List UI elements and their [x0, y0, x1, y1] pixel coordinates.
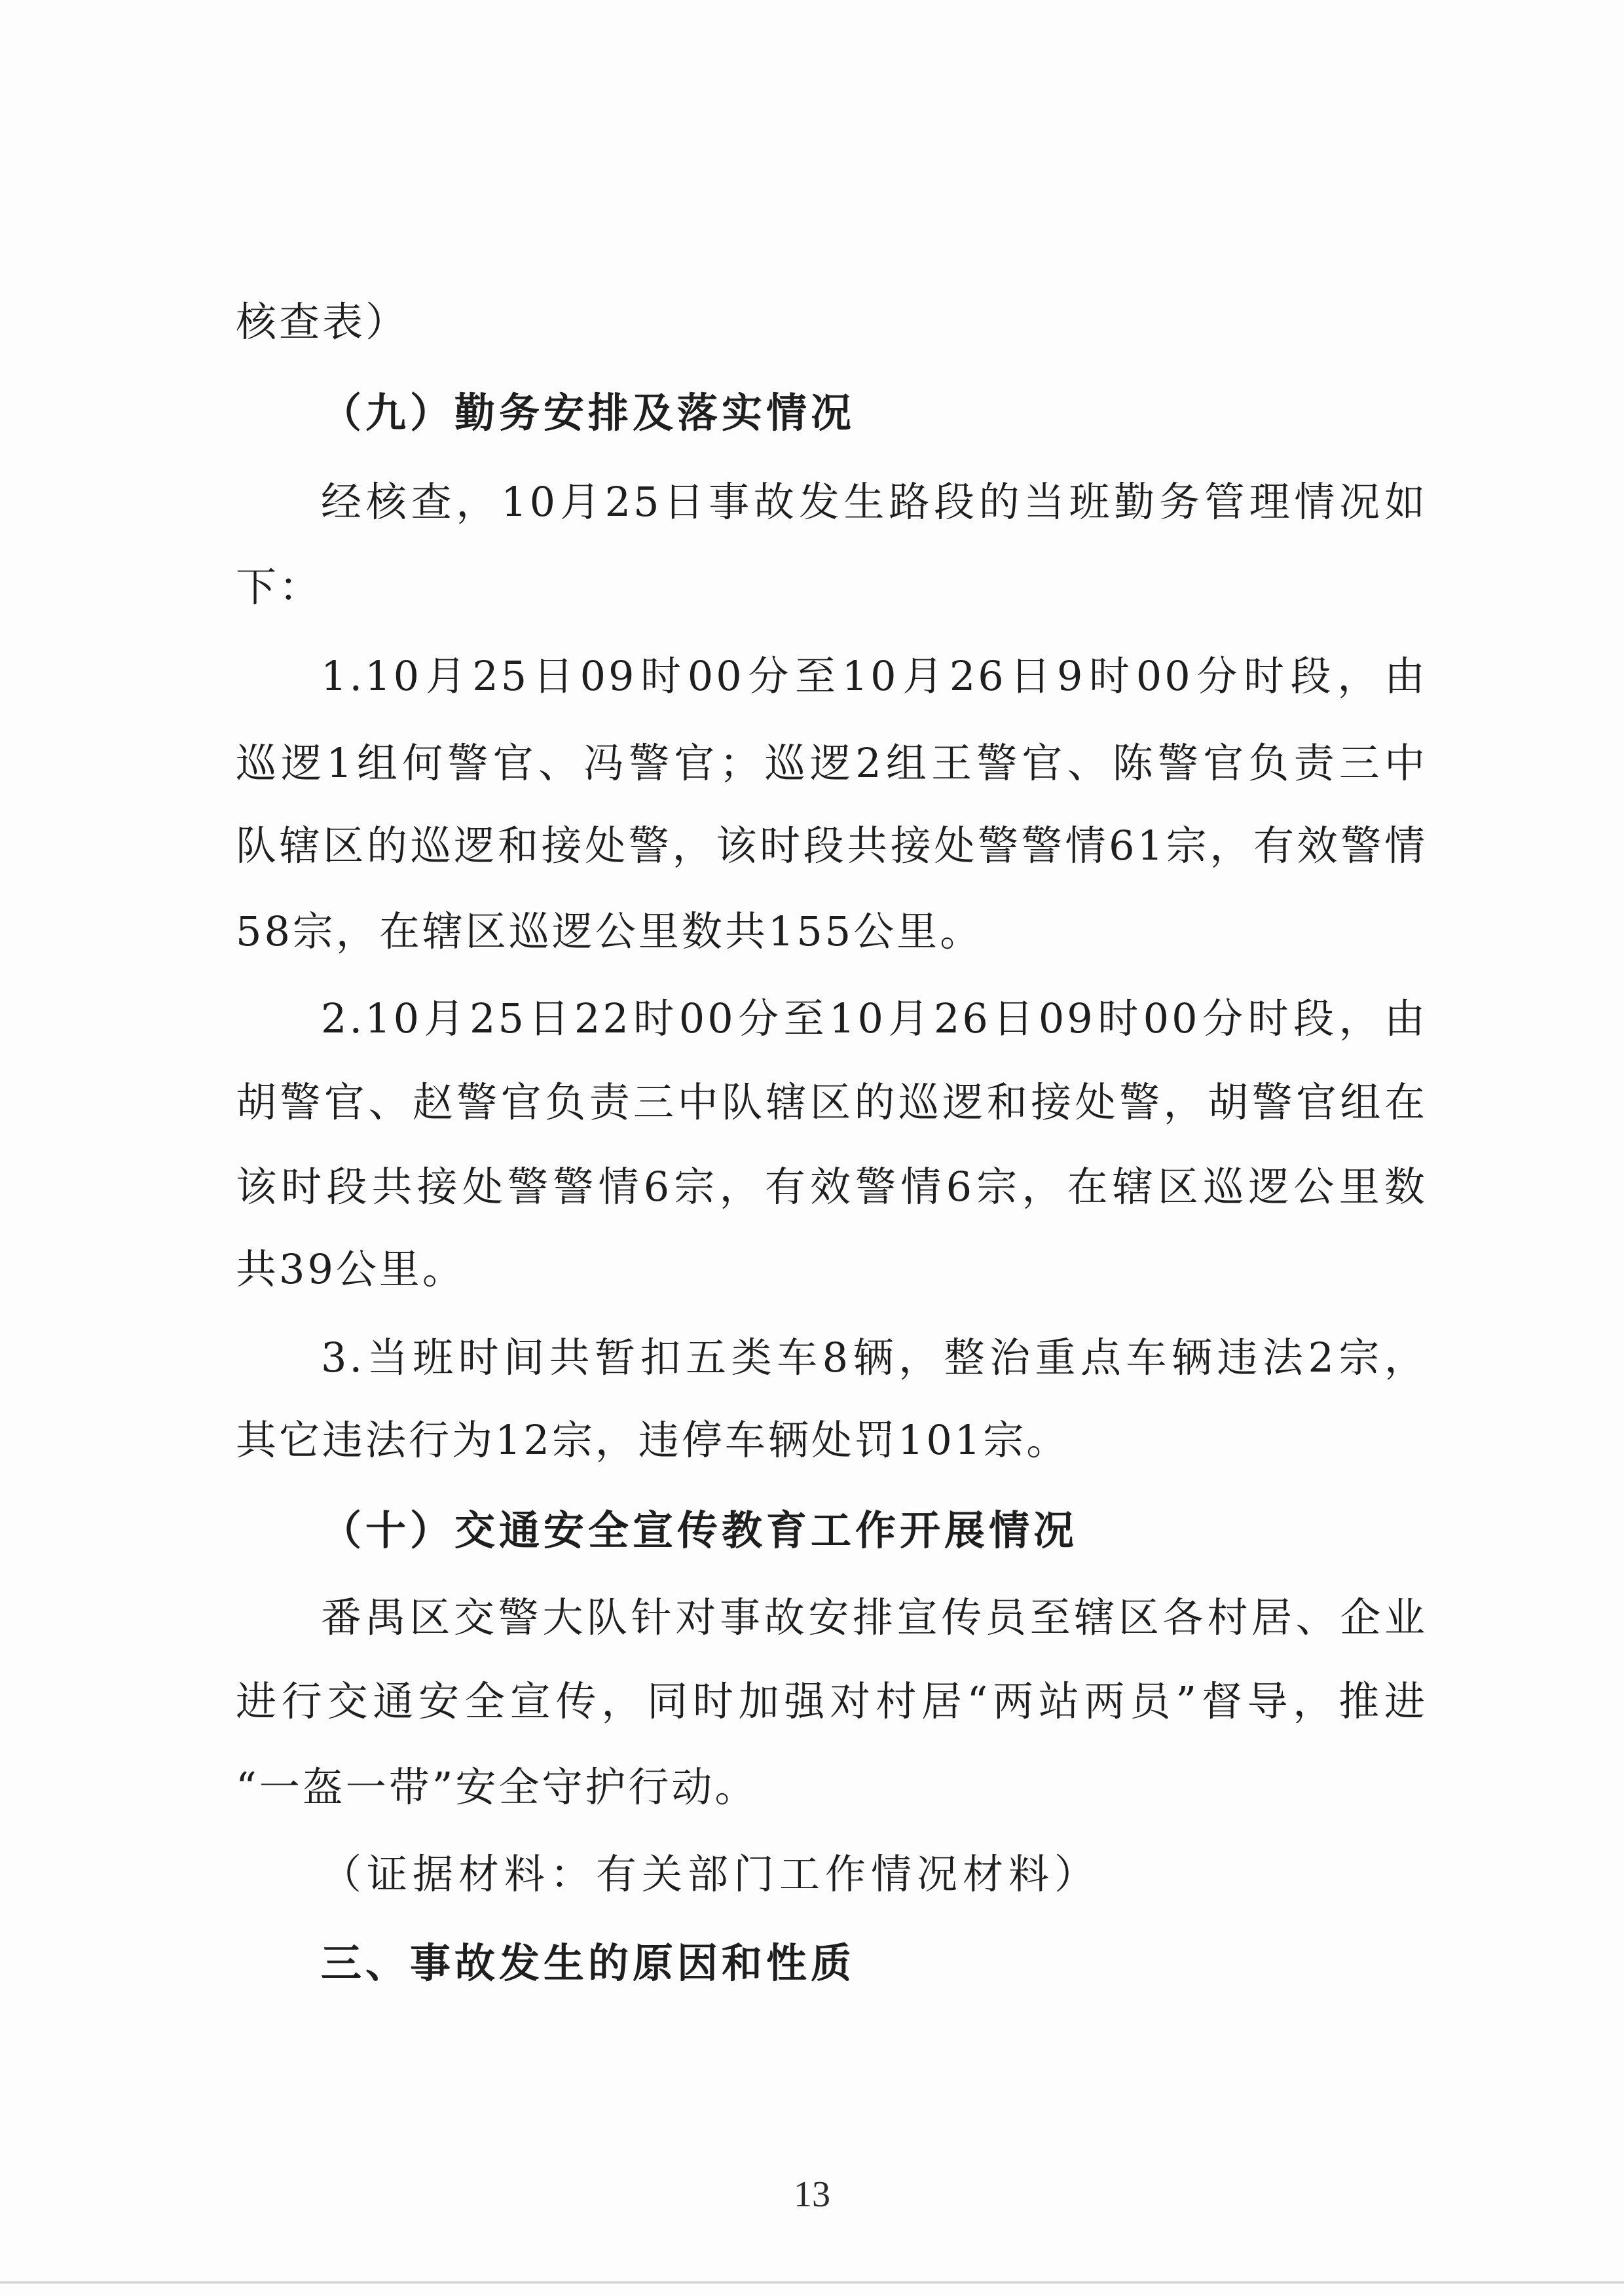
list-item-2-line: 共39公里。 — [236, 1245, 466, 1293]
paragraph-line: 下： — [236, 563, 323, 611]
list-item-2-line: 2.10月25日22时00分至10月26日09时00分时段，由 — [321, 994, 1428, 1042]
list-item-2-line: 胡警官、赵警官负责三中队辖区的巡逻和接处警，胡警官组在 — [236, 1078, 1428, 1126]
page-number: 13 — [794, 2174, 830, 2215]
list-item-3-line: 3.当班时间共暂扣五类车8辆，整治重点车辆违法2宗， — [321, 1334, 1428, 1381]
scan-edge-divider — [0, 2281, 1624, 2284]
section-heading-9: （九）勤务安排及落实情况 — [321, 389, 856, 437]
list-item-1-line: 1.10月25日09时00分至10月26日9时00分时段，由 — [321, 652, 1428, 700]
paragraph-line: 进行交通安全宣传，同时加强对村居“两站两员”督导，推进 — [236, 1677, 1428, 1725]
paragraph-line: 核查表） — [236, 298, 409, 346]
list-item-1-line: 队辖区的巡逻和接处警，该时段共接处警警情61宗，有效警情 — [236, 822, 1428, 869]
paragraph-line: 经核查，10月25日事故发生路段的当班勤务管理情况如 — [321, 478, 1428, 526]
list-item-2-line: 该时段共接处警警情6宗，有效警情6宗，在辖区巡逻公里数 — [236, 1163, 1428, 1211]
list-item-1-line: 巡逻1组何警官、冯警官；巡逻2组王警官、陈警官负责三中 — [236, 739, 1428, 787]
list-item-1-line: 58宗，在辖区巡逻公里数共155公里。 — [236, 907, 984, 955]
chapter-heading-3: 三、事故发生的原因和性质 — [321, 1939, 856, 1987]
paragraph-line: “一盔一带”安全守护行动。 — [236, 1763, 758, 1811]
evidence-note: （证据材料：有关部门工作情况材料） — [321, 1850, 1101, 1898]
section-heading-10: （十）交通安全宣传教育工作开展情况 — [321, 1506, 1079, 1554]
paragraph-line: 番禺区交警大队针对事故安排宣传员至辖区各村居、企业 — [321, 1594, 1428, 1641]
list-item-3-line: 其它违法行为12宗，违停车辆处罚101宗。 — [236, 1416, 1070, 1464]
